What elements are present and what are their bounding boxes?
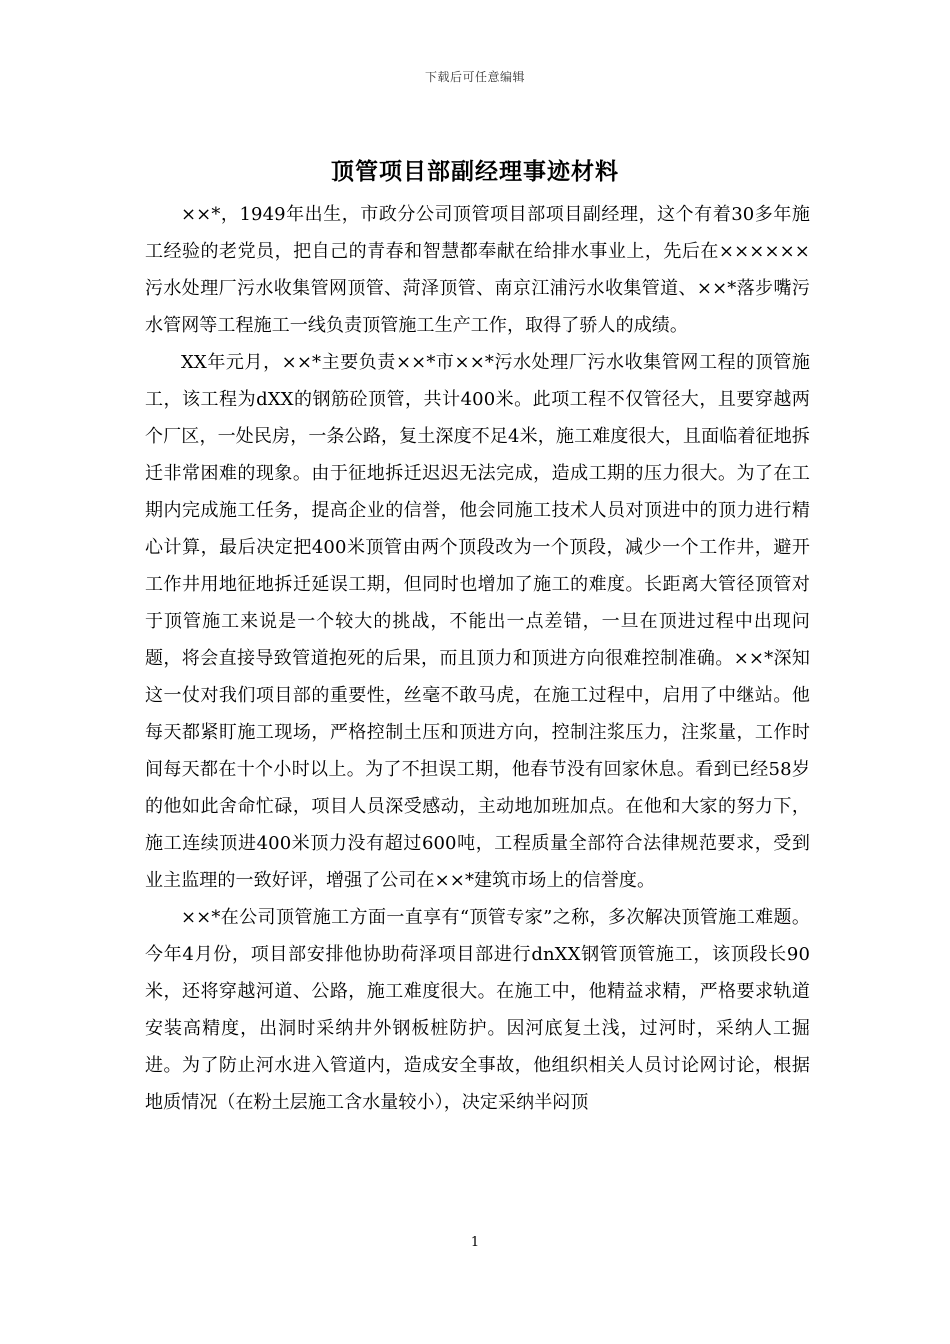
document-title: 顶管项目部副经理事迹材料: [331, 158, 619, 185]
document-body: [145, 196, 810, 1121]
header-note: 下载后可任意编辑: [424, 70, 525, 84]
paragraph-3: ××*在公司顶管施工方面一直享有“顶管专家”之称，多次解决顶管施工难题。今年4月份，项目部安排他协助荷泽项目部进行dnXX钢管顶管施工，该顶段长90米，还将穿越河道、公路，施工难度很大。在施工中，他精益求精，严格要求轨道安装高精度，出洞时采纳井外钢板桩防护。因河底复土浅，过河时，采纳人工掘进。为了防止河水进入管道内，造成安全事故，他组织相关人员讨论网讨论，根据地质情况（在粉土层施工含水量较小），决定采纳半闷顶: [145, 907, 810, 1113]
page-number: 1: [470, 1235, 480, 1250]
paragraph-2: XX年元月，××*主要负责××*市××*污水处理厂污水收集管网工程的顶管施工，该工程为dXX的钢筋砼顶管，共计400米。此项工程不仅管径大，且要穿越两个厂区，一处民房，一条公路，复土深度不足4米，施工难度很大，且面临着征地拆迁非常困难的现象。由于征地拆迁迟迟无法完成，造成工期的压力很大。为了在工期内完成施工任务，提高企业的信誉，他会同施工技术人员对顶进中的顶力进行精心计算，最后决定把400米顶管由两个顶段改为一个顶段，减少一个工作井，避开工作井用地征地拆迁延误工期，但同时也增加了施工的难度。长距离大管径顶管对于顶管施工来说是一个较大的挑战，不能出一点差错，一旦在顶进过程中出现问题，将会直接导致管道抱死的后果，而且顶力和顶进方向很难控制准确。××*深知这一仗对我们项目部的重要性，丝毫不敢马虎，在施工过程中，启用了中继站。他每天都紧盯施工现场，严格控制土压和顶进方向，控制注浆压力，注浆量，工作时间每天都在十个小时以上。为了不担误工期，他春节没有回家休息。看到已经58岁的他如此舍命忙碌，项目人员深受感动，主动地加班加点。在他和大家的努力下，施工连续顶进400米顶力没有超过600吨，工程质量全部符合法律规范要求，受到业主监理的一致好评，增强了公司在××*建筑市场上的信誉度。: [145, 352, 810, 891]
paragraph-1: ××*，1949年出生，市政分公司顶管项目部项目副经理，这个有着30多年施工经验的老党员，把自己的青春和智慧都奉献在给排水事业上，先后在××××××污水处理厂污水收集管网顶管、菏泽顶管、南京江浦污水收集管道、××*落步嘴污水管网等工程施工一线负责顶管施工生产工作，取得了骄人的成绩。: [145, 204, 810, 336]
